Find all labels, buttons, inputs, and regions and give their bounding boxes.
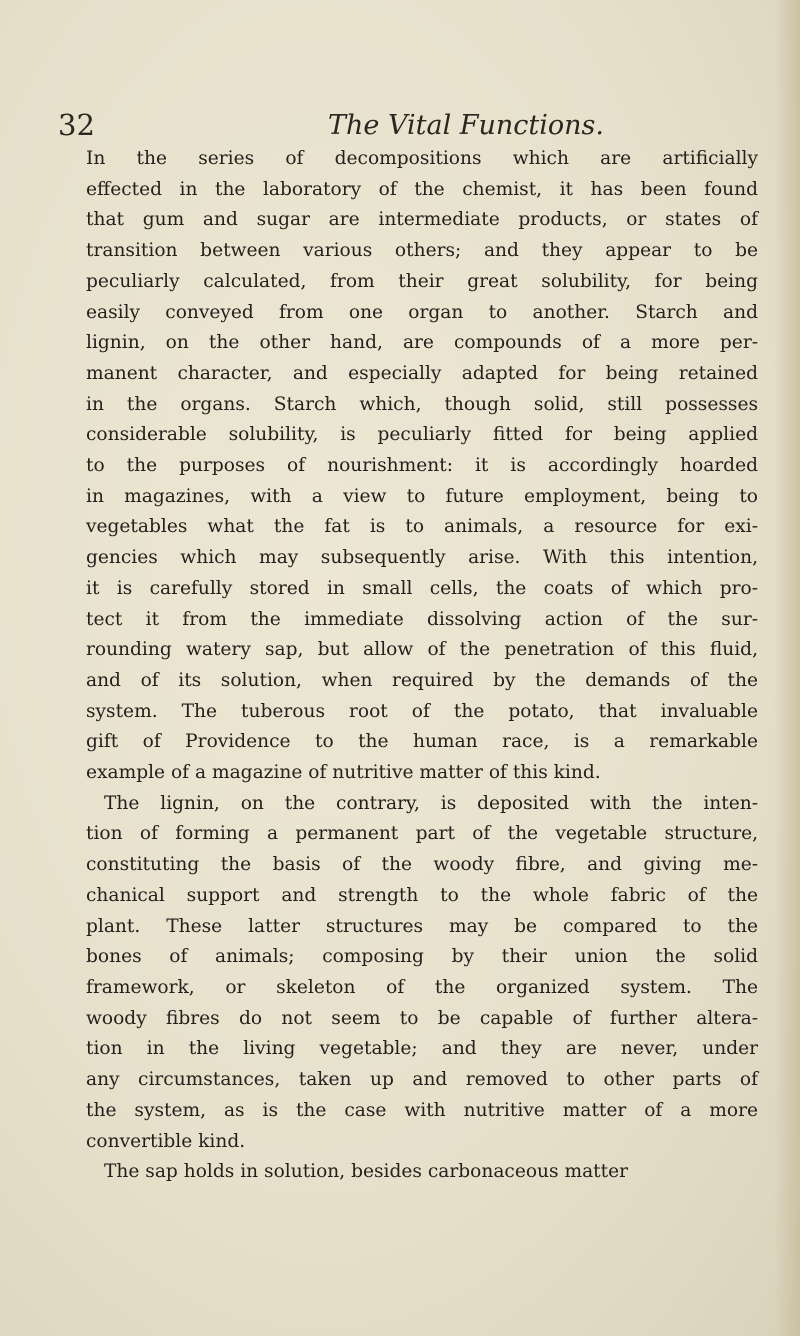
text-line: tion of forming a permanent part of the vegetable structure, xyxy=(86,823,758,845)
text-line: rounding watery sap, but allow of the penetration of this fluid, xyxy=(86,639,758,661)
paragraph xyxy=(86,1157,758,1188)
page-edge-shadow xyxy=(774,0,800,1336)
text-line: and of its solution, when required by the demands of the xyxy=(86,669,758,691)
text-line: In the series of decompositions which are artificially xyxy=(86,148,758,169)
text-line: vegetables what the fat is to animals, a resource for exi- xyxy=(86,516,758,538)
text-line: to the purposes of nourishment: it is accordingly hoarded xyxy=(86,455,758,477)
text-line: it is carefully stored in small cells, the coats of which pro- xyxy=(86,577,758,599)
text-line: tion in the living vegetable; and they are never, under xyxy=(86,1038,758,1060)
text-line: bones of animals; composing by their union the solid xyxy=(86,946,758,968)
text-line: that gum and sugar are intermediate products, or states of xyxy=(86,209,758,231)
text-line: lignin, on the other hand, are compounds of a more per- xyxy=(86,332,758,354)
text-line: in magazines, with a view to future employment, being to xyxy=(86,485,758,507)
text-line: in the organs. Starch which, though solid, still possesses xyxy=(86,393,758,415)
text-line: gencies which may subsequently arise. With this intention, xyxy=(86,547,758,569)
paragraph xyxy=(86,789,758,1157)
text-line: plant. These latter structures may be compared to the xyxy=(86,915,758,937)
text-line: The sap holds in solution, besides carbonaceous matter xyxy=(104,1161,628,1183)
text-line: woody fibres do not seem to be capable of further altera- xyxy=(86,1007,758,1029)
text-line: convertible kind. xyxy=(86,1130,246,1152)
text-line: The lignin, on the contrary, is deposited with the inten- xyxy=(104,792,758,814)
text-line: transition between various others; and they appear to be xyxy=(86,240,758,262)
page-number: 32 xyxy=(58,108,95,142)
text-line: example of a magazine of nutritive matter of this kind. xyxy=(86,762,601,784)
text-line: any circumstances, taken up and removed to other parts of xyxy=(86,1069,758,1091)
text-line: effected in the laboratory of the chemist, it has been found xyxy=(86,178,758,200)
text-line: constituting the basis of the woody fibre, and giving me- xyxy=(86,854,758,876)
text-line: framework, or skeleton of the organized system. The xyxy=(86,976,758,998)
text-line: peculiarly calculated, from their great solubility, for being xyxy=(86,270,758,292)
page-header xyxy=(58,108,758,148)
text-line: easily conveyed from one organ to another. Starch and xyxy=(86,301,758,323)
text-line: tect it from the immediate dissolving action of the sur- xyxy=(86,608,758,630)
running-head: The Vital Functions. xyxy=(328,110,604,141)
paragraph xyxy=(86,144,758,789)
text-line: considerable solubility, is peculiarly fitted for being applied xyxy=(86,424,758,446)
text-line: the system, as is the case with nutritive matter of a more xyxy=(86,1099,758,1121)
text-line: chanical support and strength to the whole fabric of the xyxy=(86,884,758,906)
body-text xyxy=(86,144,758,1188)
text-line: gift of Providence to the human race, is a remarkable xyxy=(86,731,758,753)
text-line: system. The tuberous root of the potato, that invaluable xyxy=(86,700,758,722)
text-line: manent character, and especially adapted for being retained xyxy=(86,362,758,384)
